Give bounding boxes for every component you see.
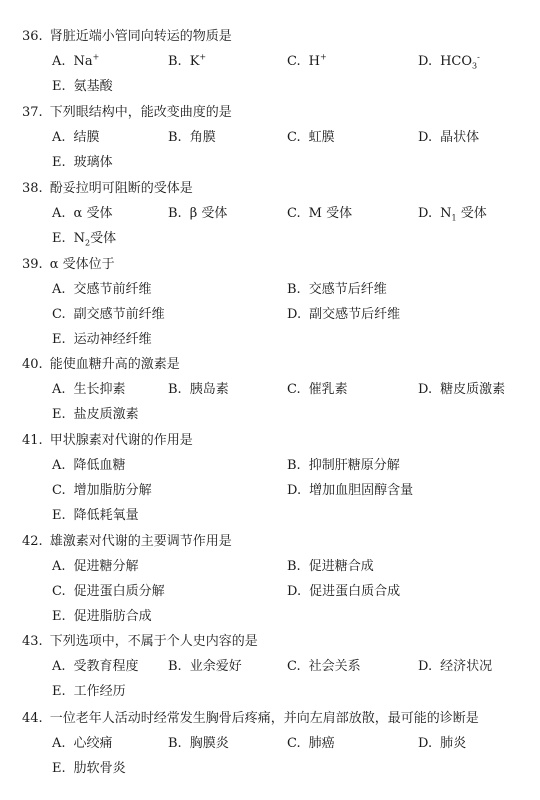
answer-option[interactable] bbox=[287, 457, 400, 475]
option-subscript: 1 bbox=[451, 213, 457, 223]
option-letter: B. bbox=[287, 282, 301, 297]
option-letter: E. bbox=[52, 79, 66, 94]
question-stem bbox=[22, 356, 180, 374]
option-text: 经济状况 bbox=[440, 659, 493, 674]
option-text-suffix: 受体 bbox=[90, 231, 117, 246]
option-text: 降低血糖 bbox=[73, 458, 126, 473]
option-letter: A. bbox=[52, 458, 66, 473]
option-letter: E. bbox=[52, 684, 66, 699]
answer-option[interactable] bbox=[287, 482, 413, 500]
option-letter: B. bbox=[168, 54, 182, 69]
option-text: 肺癌 bbox=[308, 736, 335, 751]
option-text: 胰岛素 bbox=[189, 382, 229, 397]
option-text: 业余爱好 bbox=[189, 659, 242, 674]
option-text: 促进蛋白质分解 bbox=[73, 584, 165, 599]
answer-option[interactable] bbox=[52, 507, 139, 525]
answer-option[interactable] bbox=[52, 558, 139, 576]
answer-option[interactable] bbox=[287, 306, 400, 324]
option-letter: A. bbox=[52, 382, 66, 397]
question-stem bbox=[22, 633, 258, 651]
option-letter: E. bbox=[52, 407, 66, 422]
answer-option[interactable] bbox=[52, 129, 100, 147]
option-letter: C. bbox=[287, 54, 301, 69]
option-text: 工作经历 bbox=[73, 684, 126, 699]
option-letter: A. bbox=[52, 54, 66, 69]
option-letter: B. bbox=[287, 458, 301, 473]
question-number: 44. bbox=[22, 711, 43, 726]
option-letter: A. bbox=[52, 282, 66, 297]
answer-option[interactable] bbox=[418, 735, 466, 753]
option-text: 增加血胆固醇含量 bbox=[309, 483, 414, 498]
option-text: K bbox=[189, 54, 200, 69]
question-text: α 受体位于 bbox=[49, 257, 115, 272]
option-letter: C. bbox=[52, 483, 66, 498]
question-stem bbox=[22, 104, 232, 122]
option-text: 心绞痛 bbox=[73, 736, 113, 751]
question-number: 41. bbox=[22, 433, 43, 448]
option-text: H bbox=[308, 54, 320, 69]
option-letter: B. bbox=[168, 382, 182, 397]
answer-option[interactable] bbox=[52, 331, 152, 349]
option-letter: E. bbox=[52, 609, 66, 624]
answer-option[interactable] bbox=[287, 53, 327, 71]
question-stem bbox=[22, 432, 193, 450]
option-letter: E. bbox=[52, 761, 66, 776]
option-text: 交感节前纤维 bbox=[73, 282, 152, 297]
option-letter: A. bbox=[52, 736, 66, 751]
option-text: N bbox=[73, 231, 85, 246]
option-text: β 受体 bbox=[189, 206, 228, 221]
option-text: 催乳素 bbox=[308, 382, 348, 397]
option-letter: C. bbox=[287, 736, 301, 751]
option-text: 角膜 bbox=[189, 130, 216, 145]
option-superscript: + bbox=[92, 52, 100, 62]
option-letter: E. bbox=[52, 155, 66, 170]
question-stem bbox=[22, 256, 115, 274]
question-text: 下列选项中，不属于个人史内容的是 bbox=[49, 634, 258, 649]
question-number: 38. bbox=[22, 181, 43, 196]
option-letter: D. bbox=[287, 483, 302, 498]
answer-option[interactable] bbox=[52, 683, 126, 701]
option-text: HCO bbox=[440, 54, 473, 69]
answer-option[interactable] bbox=[52, 381, 126, 399]
option-text: 促进蛋白质合成 bbox=[309, 584, 401, 599]
option-letter: C. bbox=[52, 584, 66, 599]
option-letter: B. bbox=[168, 206, 182, 221]
answer-option[interactable] bbox=[418, 205, 487, 223]
option-letter: D. bbox=[287, 307, 302, 322]
answer-option[interactable] bbox=[287, 658, 361, 676]
answer-option[interactable] bbox=[52, 760, 126, 778]
answer-option[interactable] bbox=[418, 129, 479, 147]
answer-option[interactable] bbox=[52, 53, 99, 71]
question-number: 43. bbox=[22, 634, 43, 649]
option-text: 交感节后纤维 bbox=[308, 282, 387, 297]
question-number: 36. bbox=[22, 29, 43, 44]
answer-option[interactable] bbox=[168, 129, 216, 147]
option-letter: B. bbox=[287, 559, 301, 574]
option-text: 运动神经纤维 bbox=[73, 332, 152, 347]
option-superscript: - bbox=[477, 52, 480, 62]
question-stem bbox=[22, 533, 232, 551]
answer-option[interactable] bbox=[52, 583, 165, 601]
option-subscript: 2 bbox=[85, 238, 91, 248]
option-text: 增加脂肪分解 bbox=[73, 483, 152, 498]
question-text: 甲状腺素对代谢的作用是 bbox=[49, 433, 193, 448]
option-text: 晶状体 bbox=[440, 130, 480, 145]
option-text: 促进糖合成 bbox=[308, 559, 374, 574]
option-text: 氨基酸 bbox=[73, 79, 113, 94]
answer-option[interactable] bbox=[287, 558, 374, 576]
answer-option[interactable] bbox=[52, 230, 116, 248]
option-letter: E. bbox=[52, 332, 66, 347]
option-text: 肺炎 bbox=[440, 736, 467, 751]
answer-option[interactable] bbox=[287, 281, 387, 299]
answer-option[interactable] bbox=[52, 306, 165, 324]
question-text: 雄激素对代谢的主要调节作用是 bbox=[49, 534, 232, 549]
option-text: 副交感节后纤维 bbox=[309, 307, 401, 322]
answer-option[interactable] bbox=[168, 735, 229, 753]
question-text: 酚妥拉明可阻断的受体是 bbox=[49, 181, 193, 196]
question-text: 一位老年人活动时经常发生胸骨后疼痛，并向左肩部放散，最可能的诊断是 bbox=[49, 711, 479, 726]
option-letter: D. bbox=[418, 382, 433, 397]
option-letter: D. bbox=[418, 736, 433, 751]
option-text: Na bbox=[73, 54, 93, 69]
answer-option[interactable] bbox=[168, 53, 206, 71]
option-letter: A. bbox=[52, 559, 66, 574]
option-superscript: + bbox=[199, 52, 207, 62]
option-letter: B. bbox=[168, 659, 182, 674]
option-subscript: 3 bbox=[472, 61, 478, 71]
answer-option[interactable] bbox=[287, 129, 335, 147]
option-letter: D. bbox=[418, 54, 433, 69]
option-letter: B. bbox=[168, 736, 182, 751]
option-letter: C. bbox=[287, 130, 301, 145]
answer-option[interactable] bbox=[287, 381, 348, 399]
option-text: 玻璃体 bbox=[73, 155, 113, 170]
question-text: 能使血糖升高的激素是 bbox=[49, 357, 180, 372]
answer-option[interactable] bbox=[52, 281, 152, 299]
option-letter: D. bbox=[418, 130, 433, 145]
answer-option[interactable] bbox=[52, 406, 139, 424]
answer-option[interactable] bbox=[52, 482, 152, 500]
answer-option[interactable] bbox=[52, 457, 126, 475]
option-letter: C. bbox=[287, 382, 301, 397]
question-number: 40. bbox=[22, 357, 43, 372]
answer-option[interactable] bbox=[52, 154, 113, 172]
option-text: 结膜 bbox=[73, 130, 100, 145]
option-text: 社会关系 bbox=[308, 659, 361, 674]
option-text: 抑制肝糖原分解 bbox=[308, 458, 400, 473]
option-letter: E. bbox=[52, 508, 66, 523]
answer-option[interactable] bbox=[52, 735, 113, 753]
answer-option[interactable] bbox=[168, 381, 229, 399]
question-number: 37. bbox=[22, 105, 43, 120]
option-text: 促进糖分解 bbox=[73, 559, 139, 574]
option-letter: A. bbox=[52, 659, 66, 674]
option-text: 虹膜 bbox=[308, 130, 335, 145]
answer-option[interactable] bbox=[418, 658, 492, 676]
question-stem bbox=[22, 710, 479, 728]
option-text: 副交感节前纤维 bbox=[73, 307, 165, 322]
option-letter: D. bbox=[418, 659, 433, 674]
question-number: 39. bbox=[22, 257, 43, 272]
answer-option[interactable] bbox=[287, 735, 335, 753]
option-letter: A. bbox=[52, 206, 66, 221]
option-letter: C. bbox=[287, 659, 301, 674]
question-text: 肾脏近端小管同向转运的物质是 bbox=[49, 29, 232, 44]
option-text: M 受体 bbox=[308, 206, 353, 221]
answer-option[interactable] bbox=[168, 658, 242, 676]
option-text-suffix: 受体 bbox=[456, 206, 487, 221]
option-letter: A. bbox=[52, 130, 66, 145]
question-stem bbox=[22, 180, 193, 198]
answer-option[interactable] bbox=[418, 381, 505, 399]
option-text: 生长抑素 bbox=[73, 382, 126, 397]
option-text: 糖皮质激素 bbox=[440, 382, 506, 397]
answer-option[interactable] bbox=[287, 583, 400, 601]
option-letter: D. bbox=[418, 206, 433, 221]
option-text: 盐皮质激素 bbox=[73, 407, 139, 422]
option-superscript: + bbox=[319, 52, 327, 62]
option-letter: E. bbox=[52, 231, 66, 246]
option-text: 降低耗氧量 bbox=[73, 508, 139, 523]
question-stem bbox=[22, 28, 232, 46]
option-text: 肋软骨炎 bbox=[73, 761, 126, 776]
option-text: 促进脂肪合成 bbox=[73, 609, 152, 624]
answer-option[interactable] bbox=[168, 205, 227, 223]
option-text: N bbox=[440, 206, 452, 221]
answer-option[interactable] bbox=[287, 205, 352, 223]
answer-option[interactable] bbox=[52, 205, 112, 223]
question-number: 42. bbox=[22, 534, 43, 549]
answer-option[interactable] bbox=[418, 53, 480, 71]
option-letter: B. bbox=[168, 130, 182, 145]
option-letter: C. bbox=[52, 307, 66, 322]
option-letter: D. bbox=[287, 584, 302, 599]
answer-option[interactable] bbox=[52, 658, 139, 676]
question-text: 下列眼结构中，能改变曲度的是 bbox=[49, 105, 232, 120]
answer-option[interactable] bbox=[52, 608, 152, 626]
answer-option[interactable] bbox=[52, 78, 113, 96]
option-text: 胸膜炎 bbox=[189, 736, 229, 751]
option-text: 受教育程度 bbox=[73, 659, 139, 674]
option-text: α 受体 bbox=[73, 206, 113, 221]
option-letter: C. bbox=[287, 206, 301, 221]
